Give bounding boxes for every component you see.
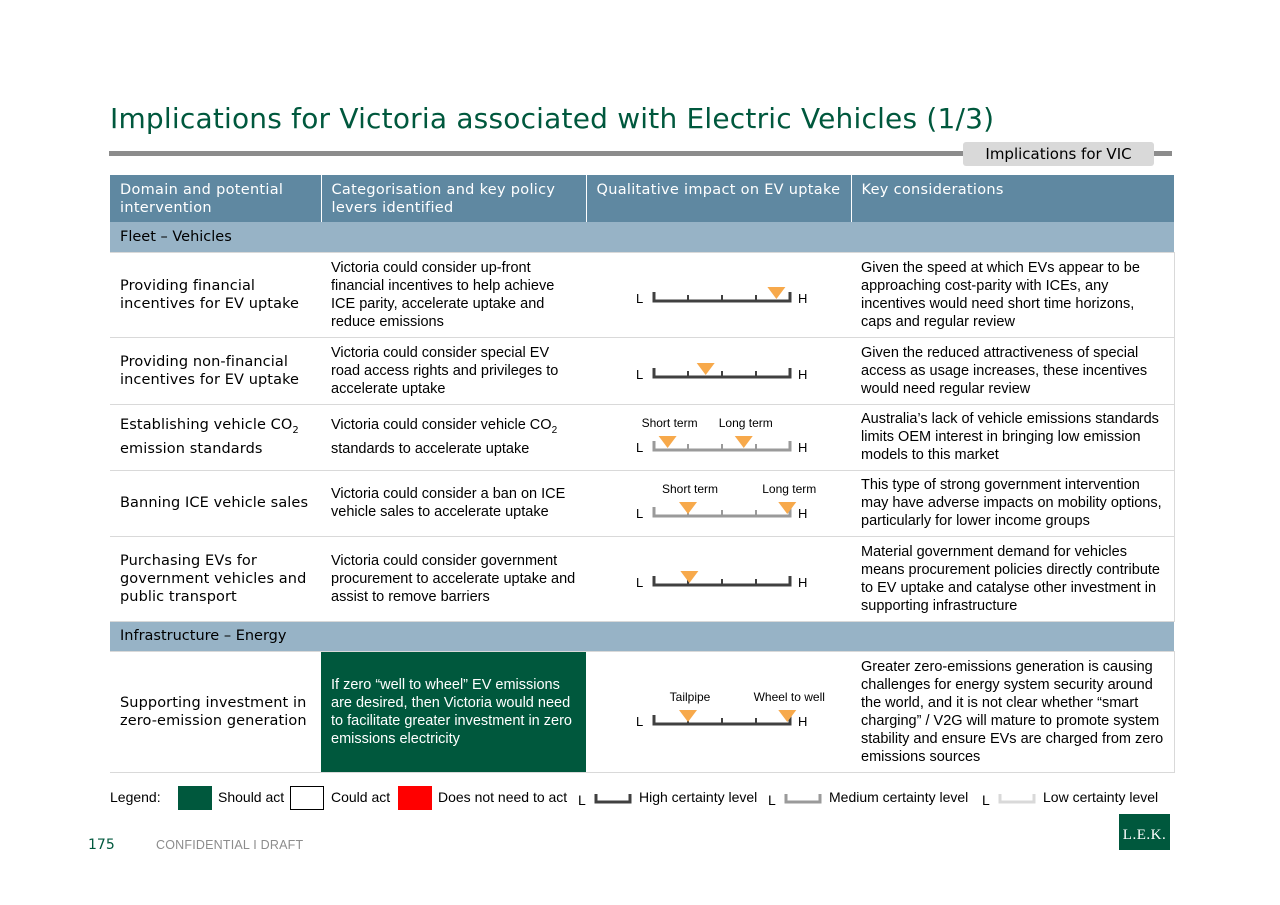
category-text: Victoria could consider vehicle CO [331,417,552,434]
gauge-low-label: L [636,713,644,729]
legend-line-low [998,792,1038,806]
page-number: 175 [88,837,115,853]
gauge-high-label: H [798,713,808,729]
impact-cell [586,252,851,337]
legend-line-medium [784,792,824,806]
legend-l-medium: L [768,792,776,808]
gauge-marker [778,710,796,722]
gauge-marker [697,363,715,375]
category-cell: Victoria could consider a ban on ICE vehicle sales to accelerate uptake [321,470,586,536]
impact-gauge [586,471,851,536]
impact-cell [586,536,851,621]
legend-swatch-could [290,786,324,810]
key-cell: Greater zero-emissions generation is causing challenges for energy system security around the world, and it is not clear whether “smart charging” / V2G will mature to promote system stability and ensure EVs are charged from zero emissions sources [851,651,1174,772]
confidential-label: CONFIDENTIAL I DRAFT [156,838,304,852]
legend-l-low: L [982,792,990,808]
gauge-low-label: L [636,439,644,455]
domain-cell: Banning ICE vehicle sales [110,470,321,536]
category-cell [321,404,586,470]
lek-logo: L.E.K. [1119,814,1170,850]
gauge-high-label: H [798,290,808,306]
category-cell: Victoria could consider up-front financial incentives to help achieve ICE parity, accelerate uptake and reduce emissions [321,252,586,337]
gauge-marker [679,710,697,722]
page-title: Implications for Victoria associated with Electric Vehicles (1/3) [110,102,995,135]
gauge-svg [586,471,851,536]
table-row [110,470,1174,536]
domain-cell: Purchasing EVs for government vehicles and public transport [110,536,321,621]
subscript: 2 [292,424,299,436]
gauge-marker [778,502,796,514]
domain-text: Establishing vehicle CO [120,417,293,434]
gauge-marker-label: Short term [661,481,719,496]
table-row [110,337,1174,404]
impact-cell [586,651,851,772]
subscript: 2 [551,424,558,436]
gauge-marker-label: Short term [641,415,698,430]
key-cell: Given the reduced attractiveness of special access as usage increases, these incentives would need regular review [851,337,1174,404]
impact-gauge [586,537,851,621]
implications-table [110,175,1175,773]
section-label: Infrastructure – Energy [110,621,1174,651]
legend-could-label: Could act [331,789,391,805]
table-row [110,252,1174,337]
gauge-marker [735,436,753,448]
legend-should-label: Should act [218,789,285,805]
legend [110,786,1174,810]
domain-cell [110,404,321,470]
gauge-marker [679,502,697,514]
gauge-marker [680,571,698,583]
category-cell: Victoria could consider special EV road access rights and privileges to accelerate uptake [321,337,586,404]
category-text: standards to accelerate uptake [331,440,530,457]
key-cell: Given the speed at which EVs appear to be approaching cost-parity with ICEs, any incentives would need short time horizons, caps and regular review [851,252,1174,337]
legend-line-high [594,792,634,806]
table-row [110,651,1174,772]
gauge-marker-label: Tailpipe [669,689,711,704]
domain-text: emission standards [120,440,263,457]
domain-cell: Supporting investment in zero-emission generation [110,651,321,772]
section-row-infra [110,621,1174,651]
gauge-low-label: L [636,574,644,590]
impact-gauge [586,253,851,337]
header-row [110,175,1174,222]
legend-medium-label: Medium certainty level [829,789,969,805]
gauge-marker [659,436,677,448]
impact-gauge [586,405,851,470]
gauge-marker-label: Long term [718,415,773,430]
legend-high-label: High certainty level [639,789,758,805]
gauge-svg [586,338,851,404]
category-cell-should-act: If zero “well to wheel” EV emissions are desired, then Victoria would need to facilitate greater investment in zero emissions electricity [321,651,586,772]
gauge-low-label: L [636,290,644,306]
impact-cell [586,470,851,536]
legend-swatch-not [398,786,432,810]
section-row-fleet [110,222,1174,252]
header-domain: Domain and potential intervention [110,175,321,222]
domain-cell: Providing financial incentives for EV uptake [110,252,321,337]
gauge-low-label: L [636,366,644,382]
domain-cell: Providing non-financial incentives for EV uptake [110,337,321,404]
gauge-high-label: H [798,505,808,521]
implications-tag: Implications for VIC [963,142,1154,166]
key-cell: Australia’s lack of vehicle emissions standards limits OEM interest in bringing low emission models to this market [851,404,1174,470]
gauge-svg [586,405,851,470]
gauge-high-label: H [798,574,808,590]
gauge-high-label: H [798,366,808,382]
gauge-low-label: L [636,505,644,521]
impact-gauge [586,338,851,404]
legend-swatch-should [178,786,212,810]
legend-label: Legend: [110,789,161,805]
impact-cell [586,404,851,470]
header-key: Key considerations [851,175,1174,222]
impact-cell [586,337,851,404]
gauge-high-label: H [798,439,808,455]
gauge-svg [586,652,851,772]
impact-gauge [586,652,851,772]
section-label: Fleet – Vehicles [110,222,1174,252]
header-impact: Qualitative impact on EV uptake [586,175,851,222]
header-category: Categorisation and key policy levers identified [321,175,586,222]
legend-l-high: L [578,792,586,808]
gauge-marker [767,287,785,299]
key-cell: This type of strong government intervention may have adverse impacts on mobility options, particularly for lower income groups [851,470,1174,536]
legend-not-label: Does not need to act [438,789,568,805]
table-row [110,404,1174,470]
table-row [110,536,1174,621]
gauge-svg [586,537,851,621]
key-cell: Material government demand for vehicles means procurement policies directly contribute to EV uptake and catalyse other investment in supporting infrastructure [851,536,1174,621]
legend-low-label: Low certainty level [1043,789,1159,805]
gauge-marker-label: Long term [762,481,817,496]
gauge-marker-label: Wheel to well [753,689,825,704]
gauge-svg [586,253,851,337]
category-cell: Victoria could consider government procurement to accelerate uptake and assist to remove barriers [321,536,586,621]
